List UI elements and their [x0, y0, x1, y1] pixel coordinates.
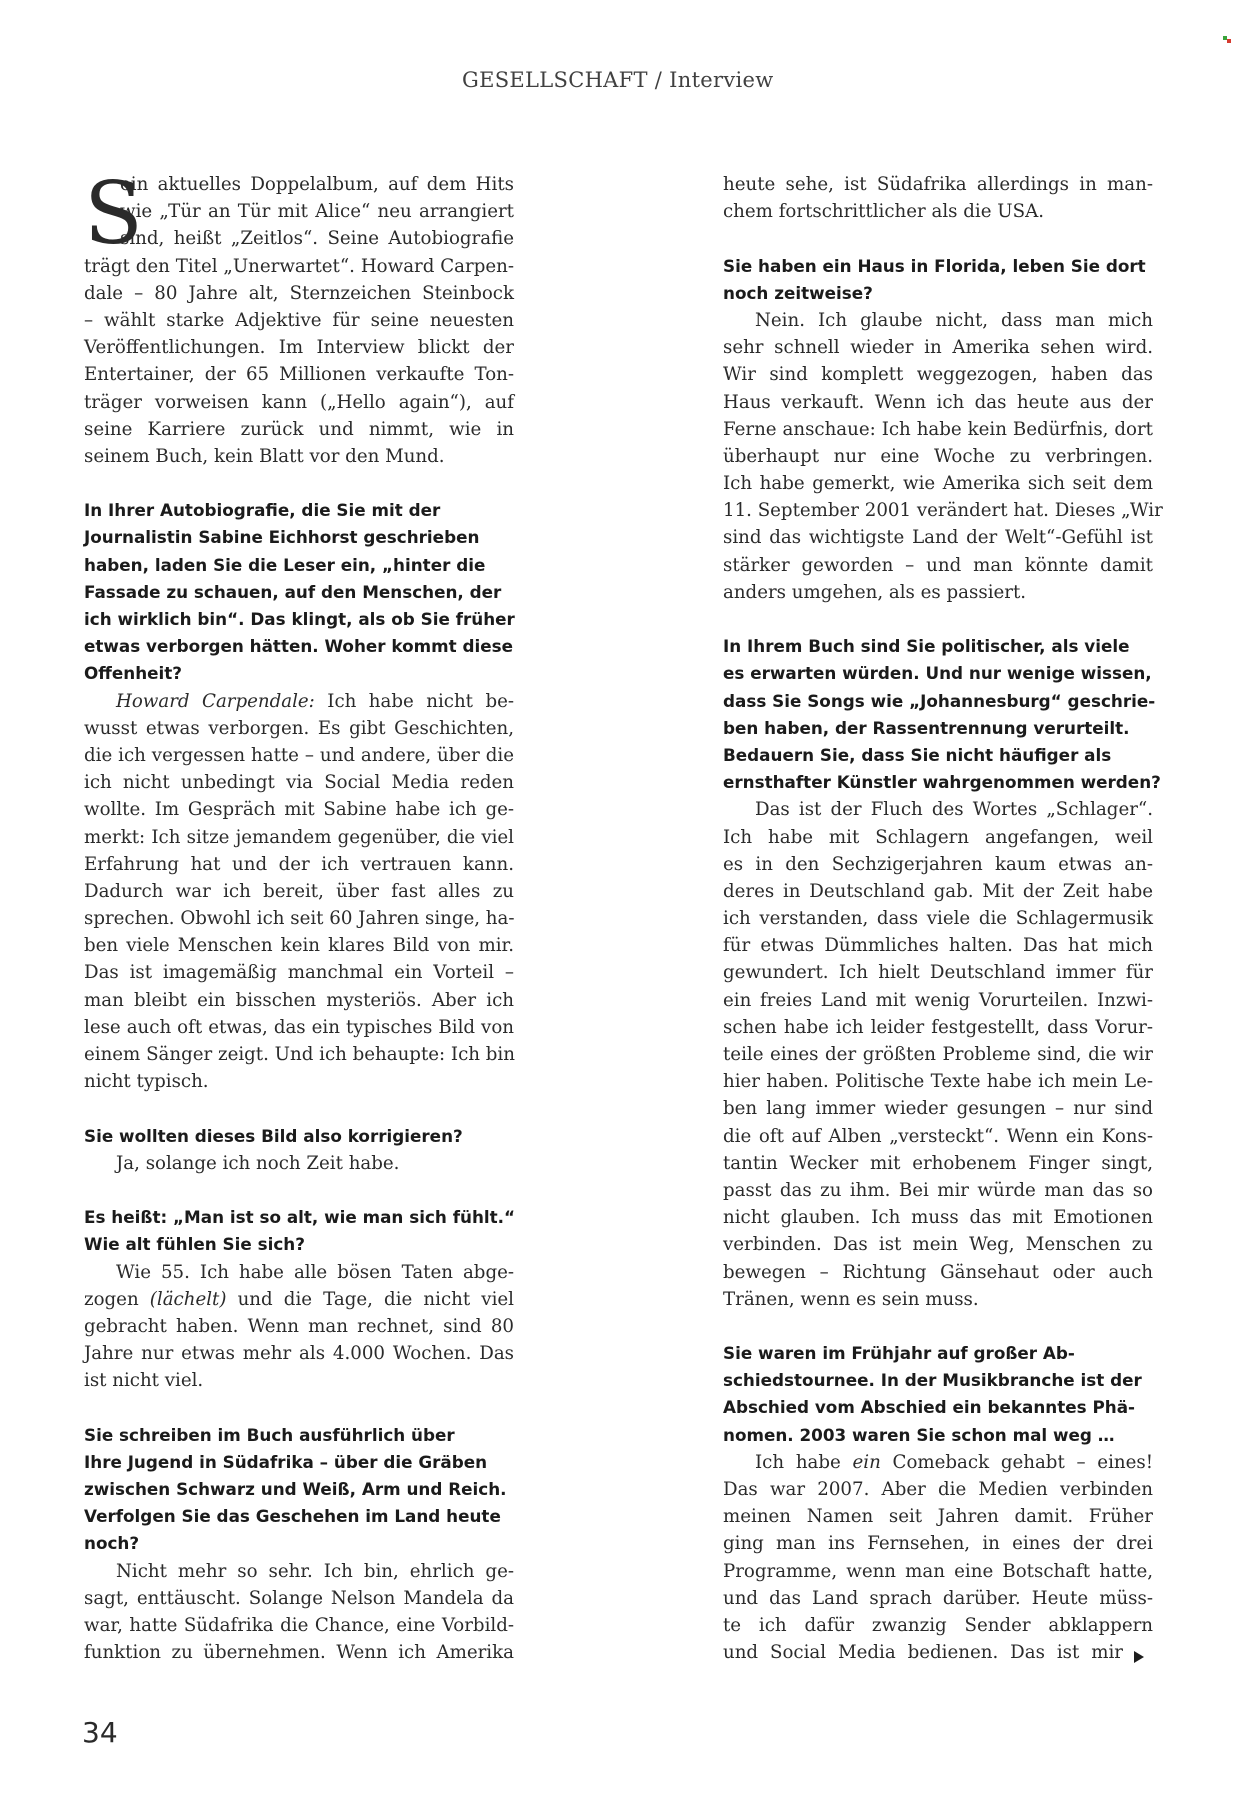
answer-line: te ich dafür zwanzig Sender abklappern — [723, 1614, 1153, 1636]
answer-line: sind das wichtigste Land der Welt“-Gefühl ist — [723, 527, 1153, 549]
question-line: Es heißt: „Man ist so alt, wie man sich fühlt.“ — [84, 1207, 516, 1228]
answer-line: Programme, wenn man eine Botschaft hatte, — [723, 1560, 1153, 1582]
intro-line: ein aktuelles Doppelalbum, auf dem Hits — [120, 174, 514, 195]
question-line: In Ihrer Autobiografie, die Sie mit der — [84, 500, 441, 521]
answer-line: Jahre nur etwas mehr als 4.000 Wochen. Das — [84, 1343, 514, 1365]
answer-line: Ich habe mit Schlagern angefangen, weil — [723, 826, 1153, 848]
answer-text: Comeback gehabt – eines! — [880, 1451, 1154, 1473]
intro-line: Veröffentlichungen. Im Interview blickt der — [84, 337, 514, 359]
answer-line: tantin Wecker mit erhobenem Finger singt, — [723, 1152, 1153, 1174]
answer-line — [84, 1558, 514, 1585]
question-line: es erwarten würden. Und nur wenige wissen, — [723, 663, 1152, 684]
interview-answer — [723, 307, 1163, 606]
interview-answer — [723, 171, 1153, 225]
question-line: etwas verborgen hätten. Woher kommt diese — [84, 636, 513, 657]
answer-line: überhaupt nur eine Woche zu verbringen. — [723, 445, 1153, 467]
answer-line: meinen Namen seit Jahren damit. Früher — [723, 1506, 1153, 1528]
answer-line: sprechen. Obwohl ich seit 60 Jahren singe, ha- — [84, 908, 515, 930]
answer-line: bewegen – Richtung Gänsehaut oder auch — [723, 1261, 1153, 1283]
answer-line: wusst etwas verborgen. Es gibt Geschichten, — [84, 717, 514, 739]
answer-line: Ferne anschaue: Ich habe kein Bedürfnis, dort — [723, 418, 1153, 440]
question-line: ben haben, der Rassentrennung verurteilt. — [723, 717, 1130, 738]
answer-line: ben lang immer wieder gesungen – nur sind — [723, 1098, 1153, 1120]
answer-line: nicht typisch. — [84, 1071, 209, 1093]
answer-line: ich verstanden, dass viele die Schlagermusik — [723, 908, 1153, 930]
answer-line: lese auch oft etwas, das ein typisches Bild von — [84, 1016, 514, 1038]
answer-line: nicht glauben. Ich muss das mit Emotionen — [723, 1207, 1153, 1229]
interview-question — [84, 497, 514, 687]
answer-line: und Social Media bedienen. Das ist mir — [723, 1642, 1123, 1664]
answer-line: Dadurch war ich bereit, über fast alles zu — [84, 880, 514, 902]
right-column — [723, 171, 1163, 1666]
answer-line: es in den Sechzigerjahren kaum etwas an- — [723, 853, 1153, 875]
answer-line: Erfahrung hat und der ich vertrauen kann. — [84, 853, 514, 875]
answer-line: ein freies Land mit wenig Vorurteilen. Inzwi- — [723, 989, 1153, 1011]
stage-direction: (lächelt) — [149, 1288, 227, 1310]
question-line: Sie wollten dieses Bild also korrigieren? — [84, 1125, 463, 1146]
drop-cap: S — [84, 164, 143, 264]
intro-line: seine Karriere zurück und nimmt, wie in — [84, 418, 514, 440]
answer-line: sagt, enttäuscht. Solange Nelson Mandela da — [84, 1587, 514, 1609]
answer-line — [84, 1150, 514, 1177]
answer-line: Ich habe gemerkt, wie Amerika sich seit dem — [723, 473, 1153, 495]
interview-answer — [84, 1150, 514, 1177]
answer-text: Das ist der Fluch des Wortes „Schlager“. — [755, 799, 1153, 821]
interview-question — [84, 1204, 514, 1258]
answer-line: die oft auf Alben „versteckt“. Wenn ein Kons- — [723, 1125, 1153, 1147]
answer-line: merkt: Ich sitze jemandem gegenüber, die viel — [84, 826, 514, 848]
interview-question — [723, 633, 1161, 796]
answer-text: Ja, solange ich noch Zeit habe. — [116, 1152, 400, 1174]
intro-line: – wählt starke Adjektive für seine neuesten — [84, 309, 514, 331]
answer-line: anders umgehen, als es passiert. — [723, 581, 1027, 603]
emphasis: ein — [852, 1451, 881, 1473]
answer-line — [723, 1449, 1153, 1476]
intro-line: seinem Buch, kein Blatt vor den Mund. — [84, 445, 445, 467]
answer-line: deres in Deutschland gab. Mit der Zeit habe — [723, 880, 1153, 902]
answer-line: Tränen, wenn es sein muss. — [723, 1288, 979, 1310]
answer-line: verbinden. Das ist mein Weg, Menschen zu — [723, 1234, 1153, 1256]
speaker-name: Howard Carpendale: — [116, 690, 315, 712]
intro-line: Entertainer, der 65 Millionen verkaufte Ton- — [84, 364, 514, 386]
left-column — [84, 164, 516, 1666]
interview-answer — [723, 796, 1153, 1313]
answer-text: und die Tage, die nicht viel — [226, 1288, 514, 1310]
intro-line: träger vorweisen kann („Hello again“), auf — [84, 391, 514, 413]
interview-question — [84, 1422, 514, 1558]
question-line: Verfolgen Sie das Geschehen im Land heute — [84, 1506, 501, 1527]
question-line: nomen. 2003 waren Sie schon mal weg … — [723, 1424, 1115, 1445]
question-line: Wie alt fühlen Sie sich? — [84, 1234, 305, 1255]
answer-line: funktion zu übernehmen. Wenn ich Amerika — [84, 1642, 514, 1664]
answer-line: ich nicht unbedingt via Social Media reden — [84, 772, 514, 794]
question-line: Ihre Jugend in Südafrika – über die Gräben — [84, 1451, 488, 1472]
answer-text: zogen — [84, 1288, 150, 1310]
answer-text: Nein. Ich glaube nicht, dass man mich — [755, 309, 1153, 331]
answer-line: für etwas Dümmliches halten. Das hat mich — [723, 935, 1153, 957]
answer-line: teile eines der größten Probleme sind, die wir — [723, 1044, 1153, 1065]
question-line: Offenheit? — [84, 663, 183, 684]
question-line: schiedstournee. In der Musikbranche ist der — [723, 1370, 1142, 1391]
answer-line: wollte. Im Gespräch mit Sabine habe ich ge- — [84, 799, 514, 821]
interview-answer — [723, 1449, 1153, 1667]
intro-line: wie „Tür an Tür mit Alice“ neu arrangiert — [120, 201, 514, 223]
interview-question — [723, 1340, 1153, 1449]
answer-line: schen habe ich leider festgestellt, dass Vorur- — [723, 1016, 1153, 1038]
answer-line: stärker geworden – und man könnte damit — [723, 554, 1153, 576]
answer-line: war, hatte Südafrika die Chance, eine Vorbild- — [84, 1614, 514, 1636]
answer-text: Wie 55. Ich habe alle bösen Taten abge- — [116, 1261, 514, 1283]
answer-line: Wir sind komplett weggezogen, haben das — [723, 364, 1153, 386]
color-registration-mark — [1223, 36, 1231, 44]
answer-line: die ich vergessen hatte – und andere, über die — [84, 744, 514, 766]
answer-line — [84, 1286, 514, 1313]
question-line: Sie waren im Frühjahr auf großer Ab- — [723, 1343, 1075, 1364]
answer-line: und das Land sprach darüber. Heute müss- — [723, 1587, 1153, 1609]
interview-answer — [84, 1558, 514, 1667]
intro-paragraph — [84, 164, 514, 470]
answer-line: hier haben. Politische Texte habe ich mein Le- — [723, 1071, 1153, 1093]
answer-line: ist nicht viel. — [84, 1370, 204, 1392]
intro-line: trägt den Titel „Unerwartet“. Howard Carpen- — [84, 255, 514, 277]
question-line: Abschied vom Abschied ein bekanntes Phä- — [723, 1397, 1136, 1418]
answer-line — [723, 307, 1153, 334]
interview-answer — [84, 1259, 514, 1395]
question-line: zwischen Schwarz und Weiß, Arm und Reich. — [84, 1479, 507, 1499]
interview-question — [84, 1123, 514, 1150]
question-line: Journalistin Sabine Eichhorst geschrieben — [84, 527, 480, 548]
intro-line: sind, heißt „Zeitlos“. Seine Autobiografie — [120, 228, 514, 250]
answer-text: Nicht mehr so sehr. Ich bin, ehrlich ge- — [116, 1560, 514, 1582]
question-line: noch? — [84, 1533, 140, 1554]
interview-question — [723, 253, 1153, 307]
answer-line: passt das zu ihm. Bei mir würde man das so — [723, 1179, 1153, 1201]
answer-line: Haus verkauft. Wenn ich das heute aus der — [723, 391, 1153, 413]
answer-line: chem fortschrittlicher als die USA. — [723, 201, 1044, 223]
answer-line: gewundert. Ich hielt Deutschland immer für — [723, 962, 1153, 984]
answer-line: Das ist imagemäßig manchmal ein Vorteil – — [84, 962, 514, 984]
question-line: Fassade zu schauen, auf den Menschen, der — [84, 581, 502, 602]
answer-line — [723, 796, 1153, 823]
answer-line — [84, 688, 514, 715]
page-number: 34 — [82, 1716, 118, 1749]
question-line: Bedauern Sie, dass Sie nicht häufiger als — [723, 744, 1112, 765]
answer-line: sehr schnell wieder in Amerika sehen wird. — [723, 337, 1153, 359]
question-line: Sie schreiben im Buch ausführlich über — [84, 1424, 455, 1445]
intro-line: dale – 80 Jahre alt, Sternzeichen Steinbock — [84, 282, 514, 304]
answer-line: ben viele Menschen kein klares Bild von mir. — [84, 935, 514, 957]
question-line: In Ihrem Buch sind Sie politischer, als viele — [723, 636, 1130, 657]
question-line: dass Sie Songs wie „Johannesburg“ geschrie- — [723, 690, 1156, 711]
answer-line: man bleibt ein bisschen mysteriös. Aber ich — [84, 989, 514, 1011]
answer-line: heute sehe, ist Südafrika allerdings in man- — [723, 174, 1153, 195]
answer-line — [84, 1259, 514, 1286]
interview-answer — [84, 688, 514, 1096]
question-line: ernsthafter Künstler wahrgenommen werden? — [723, 772, 1161, 793]
question-line: Sie haben ein Haus in Florida, leben Sie dort — [723, 255, 1146, 276]
question-line: noch zeitweise? — [723, 282, 873, 303]
question-line: ich wirklich bin“. Das klingt, als ob Sie früher — [84, 609, 515, 629]
answer-line: ging man ins Fernsehen, in eines der drei — [723, 1533, 1153, 1555]
continue-arrow-icon — [1134, 1651, 1144, 1663]
answer-line: Das war 2007. Aber die Medien verbinden — [723, 1479, 1153, 1500]
answer-text: Ich habe — [755, 1451, 853, 1473]
answer-text: Ich habe nicht be- — [314, 690, 514, 712]
question-line: haben, laden Sie die Leser ein, „hinter die — [84, 554, 486, 575]
answer-line: gebracht haben. Wenn man rechnet, sind 80 — [84, 1315, 514, 1337]
answer-line: einem Sänger zeigt. Und ich behaupte: Ich bin — [84, 1044, 515, 1065]
answer-line: 11. September 2001 verändert hat. Dieses „Wir — [723, 500, 1163, 522]
section-header: GESELLSCHAFT / Interview — [462, 68, 774, 92]
